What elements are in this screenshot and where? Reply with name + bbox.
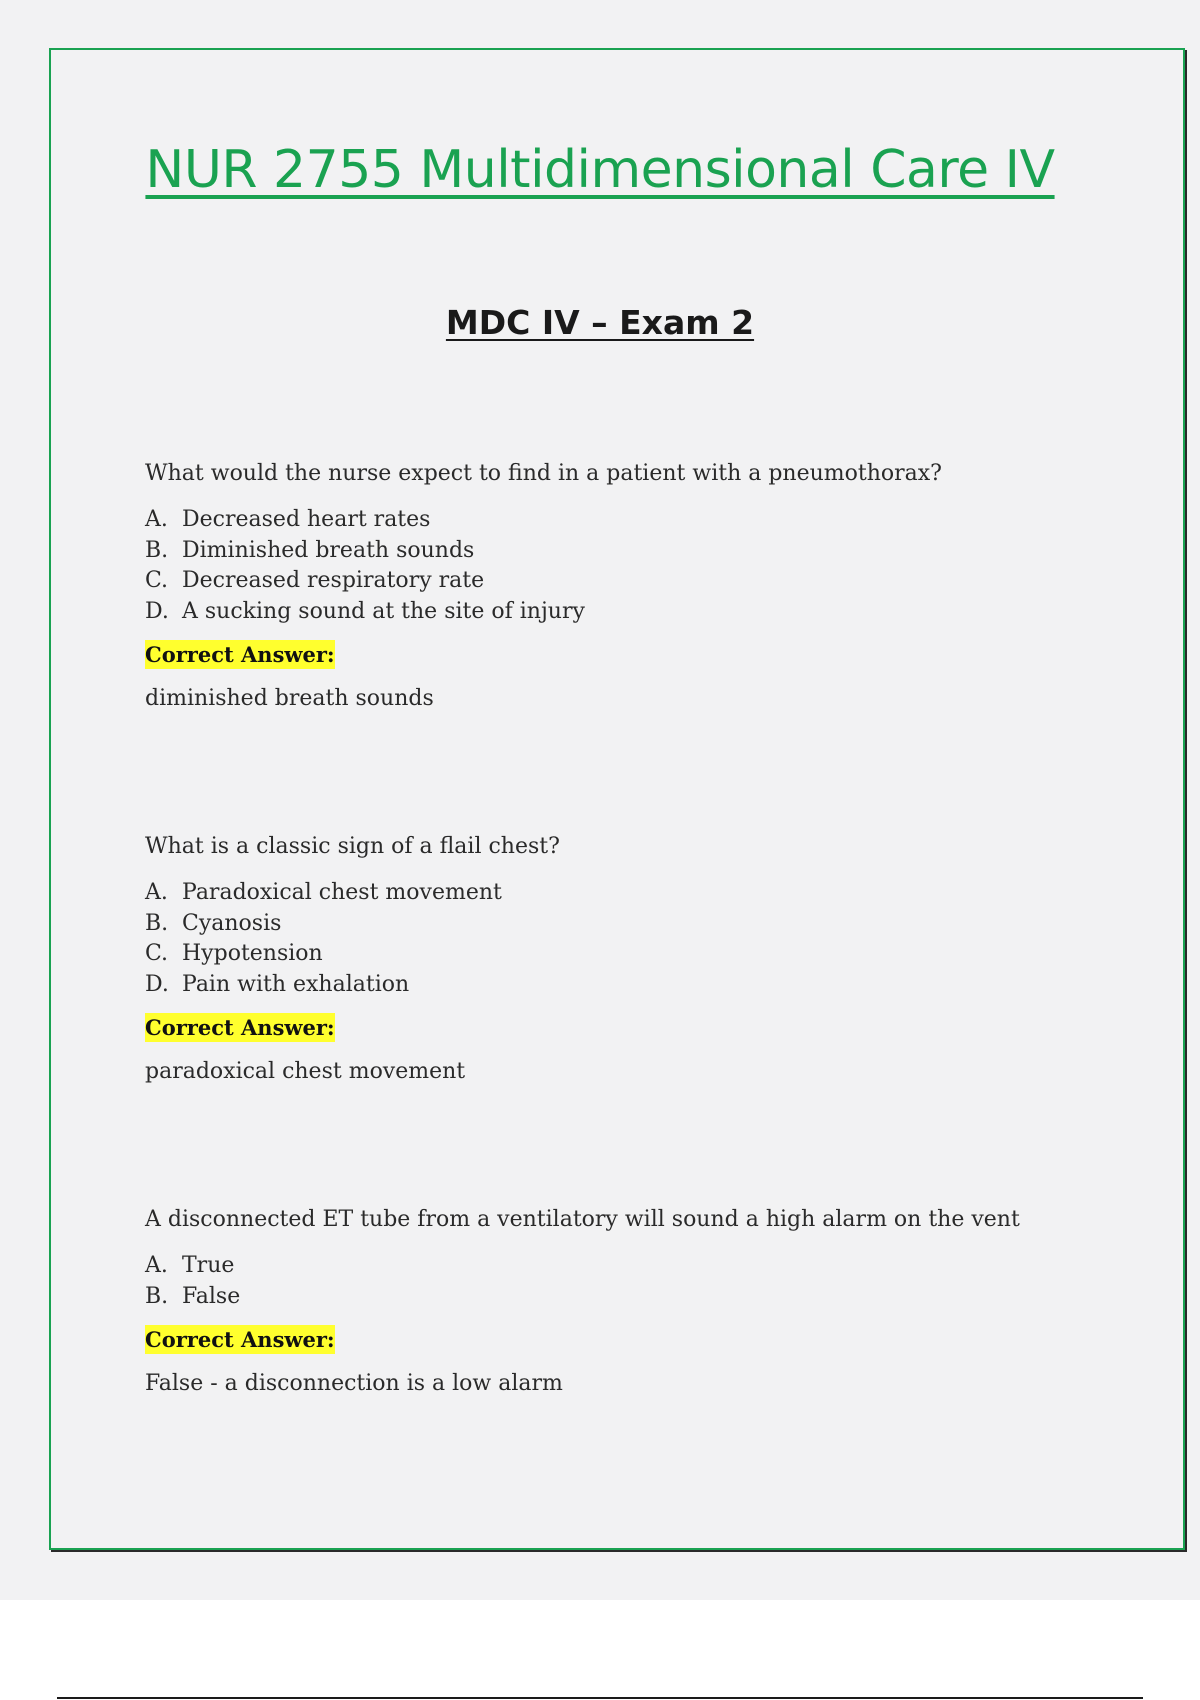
option-text: Diminished breath sounds bbox=[182, 537, 475, 563]
option-a bbox=[145, 1251, 1105, 1282]
option-letter: D. bbox=[145, 971, 169, 997]
question-3 bbox=[145, 1206, 1105, 1398]
correct-answer-text: False - a disconnection is a low alarm bbox=[145, 1371, 563, 1396]
option-text: Decreased respiratory rate bbox=[182, 568, 485, 593]
option-b bbox=[145, 909, 1105, 940]
correct-answer-label: Correct Answer: bbox=[145, 1327, 335, 1352]
document-title: NUR 2755 Multidimensional Care IV bbox=[145, 140, 1055, 200]
option-d bbox=[145, 597, 1105, 628]
question-2 bbox=[145, 833, 1105, 1086]
question-text: What is a classic sign of a flail chest? bbox=[145, 834, 560, 859]
correct-answer-text: diminished breath sounds bbox=[145, 686, 434, 711]
option-b bbox=[145, 536, 1105, 567]
option-text: False bbox=[182, 1283, 241, 1309]
options-list bbox=[145, 878, 1105, 1000]
option-b bbox=[145, 1282, 1105, 1313]
correct-answer-label: Correct Answer: bbox=[145, 642, 335, 667]
option-a bbox=[145, 505, 1105, 536]
question-text: A disconnected ET tube from a ventilatory will sound a high alarm on the vent bbox=[145, 1207, 1020, 1232]
option-d bbox=[145, 970, 1105, 1001]
option-text: Decreased heart rates bbox=[182, 507, 431, 532]
option-letter: A. bbox=[145, 507, 168, 532]
option-letter: D. bbox=[145, 598, 169, 624]
question-1 bbox=[145, 460, 1105, 713]
option-text: Cyanosis bbox=[182, 910, 282, 936]
options-list bbox=[145, 1251, 1105, 1312]
option-letter: B. bbox=[145, 910, 169, 936]
question-text: What would the nurse expect to find in a patient with a pneumothorax? bbox=[145, 461, 942, 486]
option-letter: A. bbox=[145, 1253, 168, 1278]
footer-divider bbox=[57, 1697, 1143, 1699]
option-letter: B. bbox=[145, 537, 169, 563]
option-text: A sucking sound at the site of injury bbox=[182, 598, 585, 624]
option-letter: C. bbox=[145, 568, 169, 593]
correct-answer-label: Correct Answer: bbox=[145, 1015, 335, 1040]
option-text: Paradoxical chest movement bbox=[182, 880, 502, 905]
option-letter: B. bbox=[145, 1283, 169, 1309]
option-text: True bbox=[182, 1253, 235, 1278]
option-letter: C. bbox=[145, 941, 169, 966]
options-list bbox=[145, 505, 1105, 627]
option-letter: A. bbox=[145, 880, 168, 905]
option-text: Hypotension bbox=[182, 941, 323, 966]
option-text: Pain with exhalation bbox=[182, 971, 410, 997]
option-a bbox=[145, 878, 1105, 909]
option-c bbox=[145, 939, 1105, 970]
document-subtitle: MDC IV – Exam 2 bbox=[445, 303, 755, 342]
option-c bbox=[145, 566, 1105, 597]
correct-answer-text: paradoxical chest movement bbox=[145, 1059, 466, 1084]
